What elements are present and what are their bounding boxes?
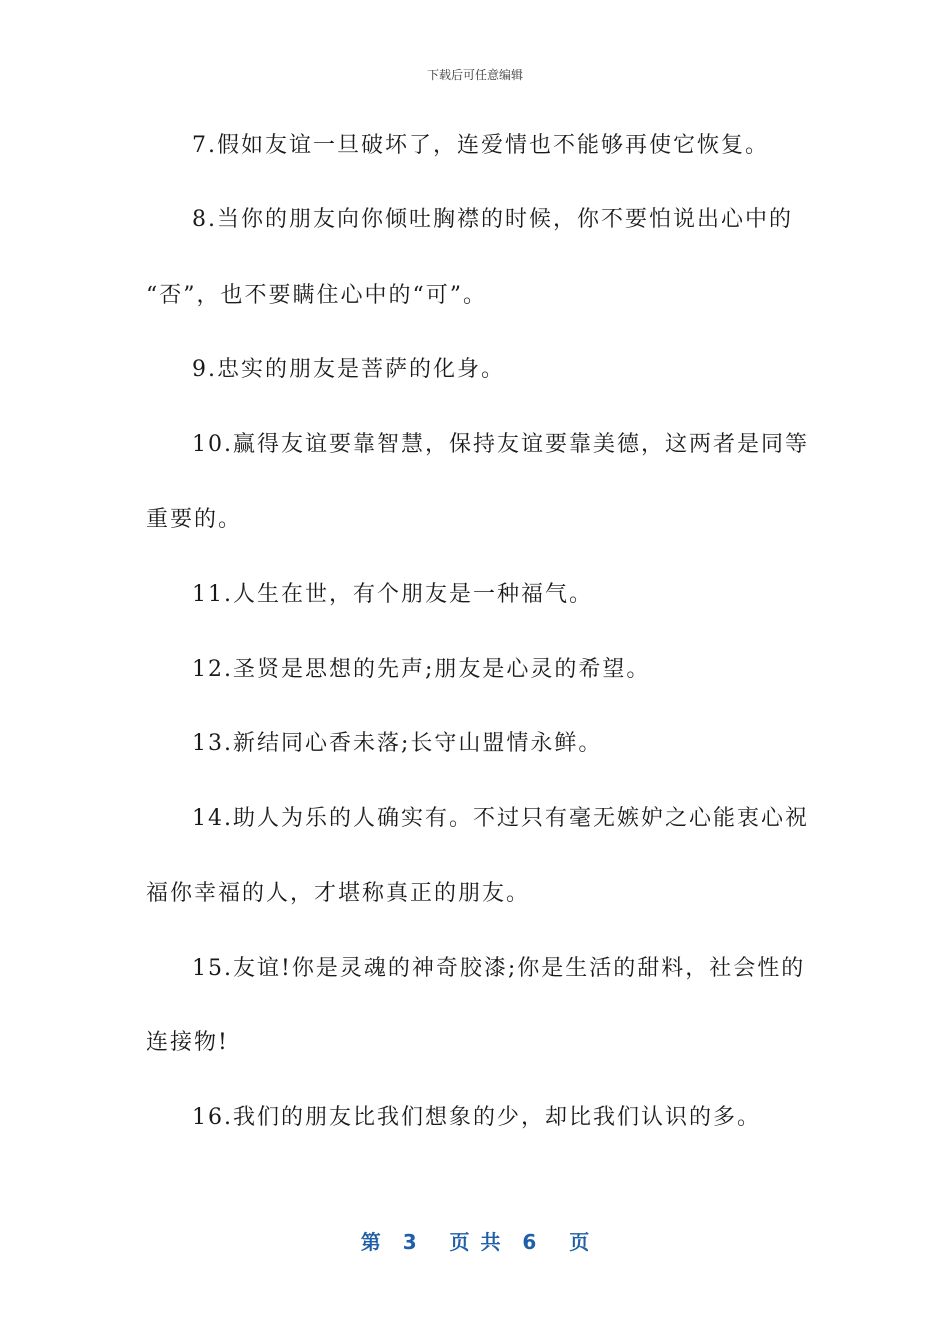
text-line: 11.人生在世，有个朋友是一种福气。 [192, 582, 593, 607]
text-line: 8.当你的朋友向你倾吐胸襟的时候，你不要怕说出心中的 [192, 207, 793, 232]
text-line: 15.友谊!你是灵魂的神奇胶漆;你是生活的甜料，社会性的 [192, 956, 806, 981]
text-line: 重要的。 [146, 507, 243, 532]
text-line: 9.忠实的朋友是菩萨的化身。 [192, 357, 505, 382]
text-line: 7.假如友谊一旦破坏了，连爱情也不能够再使它恢复。 [192, 133, 769, 158]
text-line: “否”，也不要瞒住心中的“可”。 [146, 283, 487, 308]
text-line: 14.助人为乐的人确实有。不过只有毫无嫉妒之心能衷心祝 [192, 806, 809, 831]
text-line: 连接物! [146, 1030, 229, 1055]
page-number-footer: 第 3 页 共 6 页 [360, 1230, 590, 1254]
text-line: 福你幸福的人，才堪称真正的朋友。 [146, 881, 531, 906]
text-line: 13.新结同心香未落;长守山盟情永鲜。 [192, 731, 603, 756]
text-line: 10.赢得友谊要靠智慧，保持友谊要靠美德，这两者是同等 [192, 432, 809, 457]
text-line: 16.我们的朋友比我们想象的少，却比我们认识的多。 [192, 1105, 761, 1130]
page-header: 下载后可任意编辑 [426, 68, 523, 82]
text-line: 12.圣贤是思想的先声;朋友是心灵的希望。 [192, 657, 651, 682]
